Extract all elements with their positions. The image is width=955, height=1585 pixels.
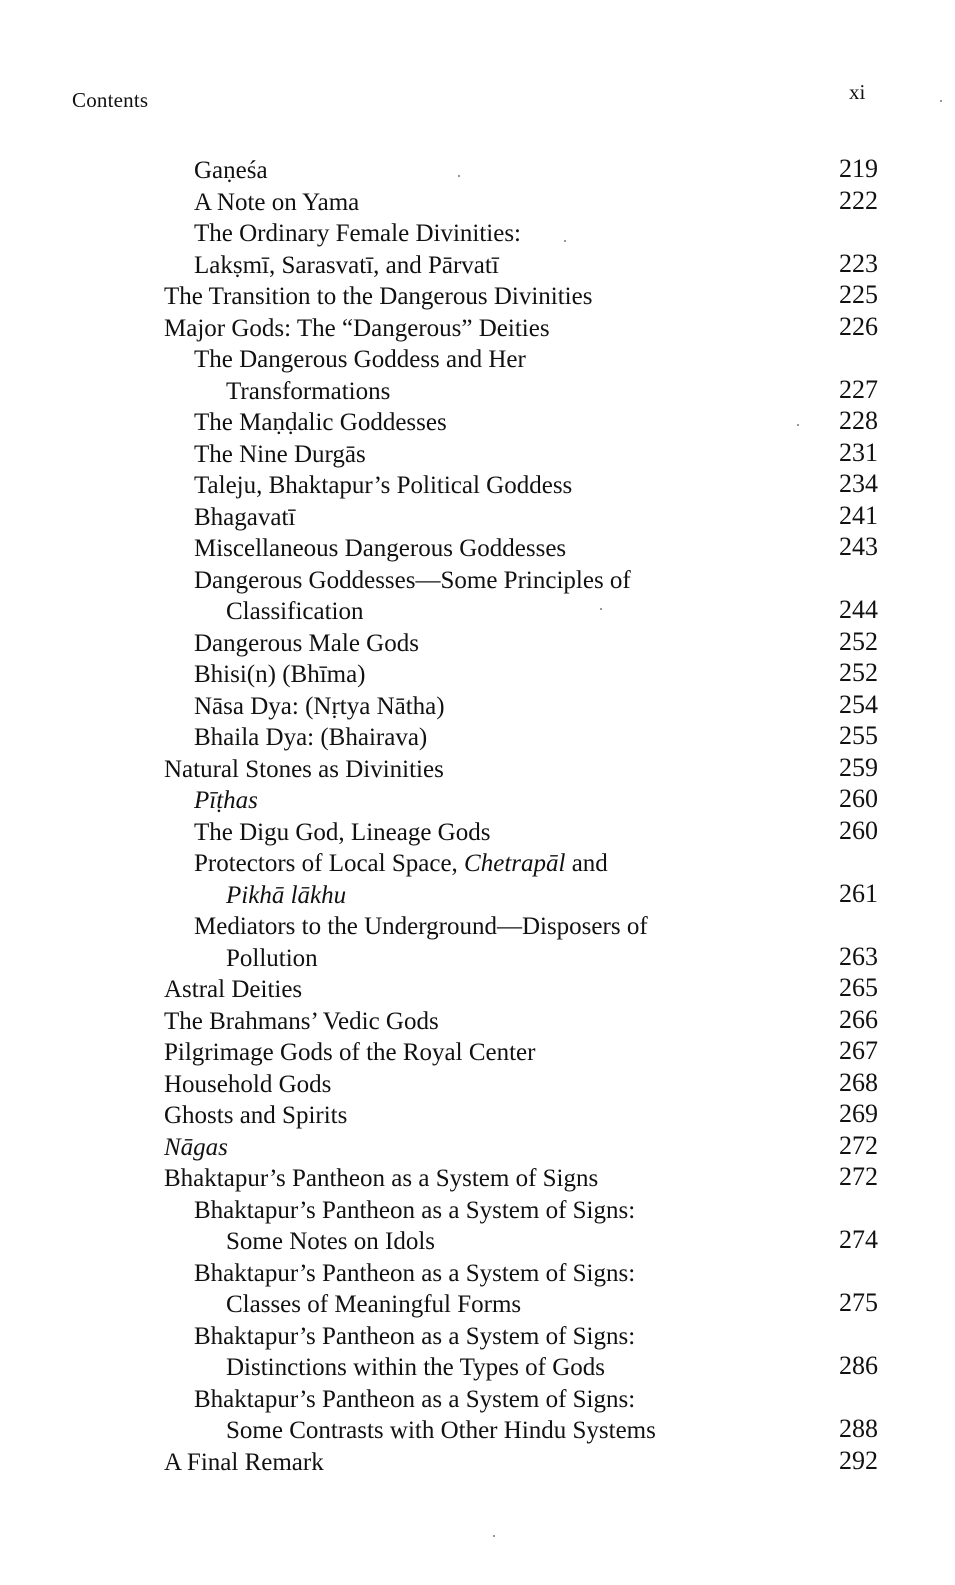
toc-entry: [160, 785, 890, 817]
toc-page-number: 265: [839, 973, 878, 1002]
toc-entry-title-continued: Some Contrasts with Other Hindu Systems: [226, 1417, 656, 1444]
table-of-contents: [160, 155, 890, 1478]
toc-entry-title: A Note on Yama: [194, 188, 360, 216]
toc-page-number: 231: [839, 437, 878, 467]
toc-entry-title: Miscellaneous Dangerous Goddesses: [194, 535, 567, 562]
page-number: xi: [849, 80, 866, 104]
toc-entry-title: Gaṇeśa: [194, 157, 268, 184]
paper-speck: [600, 608, 602, 610]
toc-page-number: 223: [839, 248, 878, 278]
toc-entry-title: The Maṇḍalic Goddesses: [194, 409, 447, 436]
paper-speck: [564, 240, 566, 242]
toc-entry: [160, 817, 890, 849]
toc-entry: [160, 533, 890, 565]
toc-entry: [160, 1100, 890, 1132]
toc-entry: [160, 628, 890, 660]
toc-page-number: 226: [839, 311, 878, 341]
toc-entry: [160, 1132, 890, 1164]
toc-entry: [160, 659, 890, 691]
toc-entry-title: Dangerous Goddesses—Some Principles of: [194, 566, 631, 594]
toc-page-number: 266: [839, 1004, 878, 1034]
toc-entry-title-continued: Pollution: [226, 944, 318, 972]
toc-entry: [160, 974, 890, 1006]
toc-entry-title: The Brahmans’ Vedic Gods: [164, 1007, 439, 1035]
toc-entry-title-continued: Distinctions within the Types of Gods: [226, 1354, 606, 1381]
toc-entry-title: Bhagavatī: [194, 503, 296, 531]
toc-entry-title-continued: Pikhā lākhu: [226, 881, 347, 909]
toc-page-number: 225: [839, 280, 878, 309]
toc-page-number: 228: [839, 406, 878, 435]
toc-entry-title: Bhaila Dya: (Bhairava): [194, 724, 428, 751]
paper-speck: [493, 1535, 495, 1537]
toc-entry: [160, 754, 890, 786]
toc-entry-title: Pīṭhas: [194, 787, 258, 814]
toc-entry-title-continued: Classes of Meaningful Forms: [226, 1291, 522, 1318]
toc-entry: [160, 313, 890, 345]
toc-entry-title: Natural Stones as Divinities: [164, 755, 444, 783]
toc-title-text: and: [565, 850, 608, 877]
toc-entry-title: The Transition to the Dangerous Divinities: [164, 283, 593, 310]
toc-page-number: 267: [839, 1036, 878, 1065]
toc-page-number: 227: [839, 374, 878, 404]
toc-entry: [160, 722, 890, 754]
paper-speck: [797, 424, 799, 426]
toc-page-number: 286: [839, 1351, 878, 1380]
toc-page-number: 268: [839, 1067, 878, 1097]
toc-page-number: 272: [839, 1130, 878, 1160]
toc-entry-title-continued: Lakṣmī, Sarasvatī, and Pārvatī: [194, 251, 499, 279]
running-head: Contents: [72, 88, 149, 112]
toc-entry: [160, 155, 890, 187]
paper-speck: [940, 100, 942, 102]
toc-page-number: 274: [839, 1225, 878, 1254]
toc-entry-title: Bhaktapur’s Pantheon as a System of Signs:: [194, 1259, 636, 1287]
toc-page-number: 259: [839, 752, 878, 782]
toc-entry-title: The Digu God, Lineage Gods: [194, 818, 491, 846]
toc-page-number: 252: [839, 626, 878, 656]
toc-entry-title: Mediators to the Underground—Disposers of: [194, 913, 648, 940]
toc-page-number: 241: [839, 500, 878, 530]
toc-page-number: 260: [839, 784, 878, 813]
toc-entry-title: Household Gods: [164, 1070, 332, 1098]
toc-page-number: 288: [839, 1414, 878, 1443]
toc-entry: [160, 1069, 890, 1101]
toc-entry: [160, 470, 890, 502]
toc-entry-title: Bhaktapur’s Pantheon as a System of Signs:: [194, 1385, 636, 1413]
toc-entry: [160, 1321, 890, 1384]
toc-entry: [160, 1163, 890, 1195]
toc-entry: [160, 218, 890, 281]
toc-entry-title: Taleju, Bhaktapur’s Political Goddess: [194, 472, 573, 499]
toc-page-number: 292: [839, 1445, 878, 1475]
toc-page-number: 219: [839, 154, 878, 183]
toc-title-text: Protectors of Local Space,: [194, 850, 465, 877]
toc-entry-title: Dangerous Male Gods: [194, 629, 419, 657]
toc-entry-title: Bhaktapur’s Pantheon as a System of Signs:: [194, 1196, 636, 1224]
toc-entry-title: Bhaktapur’s Pantheon as a System of Signs:: [194, 1322, 636, 1350]
toc-entry: [160, 502, 890, 534]
toc-entry-title: [160, 848, 890, 880]
toc-entry-title: Bhaktapur’s Pantheon as a System of Signs: [164, 1165, 599, 1192]
toc-entry: [160, 1258, 890, 1321]
toc-entry-title: The Nine Durgās: [194, 440, 366, 468]
toc-entry-title: Ghosts and Spirits: [164, 1102, 348, 1129]
toc-page-number: 234: [839, 469, 878, 498]
toc-entry-title: Major Gods: The “Dangerous” Deities: [164, 314, 550, 342]
toc-entry-title: Bhisi(n) (Bhīma): [194, 661, 366, 688]
toc-entry: [160, 911, 890, 974]
toc-entry: [160, 187, 890, 219]
toc-page-number: 260: [839, 815, 878, 845]
toc-page-number: 261: [839, 878, 878, 908]
toc-entry-title-continued: Some Notes on Idols: [226, 1228, 436, 1255]
toc-page-number: 269: [839, 1099, 878, 1128]
toc-page-number: 272: [839, 1162, 878, 1191]
toc-page-number: 254: [839, 689, 878, 719]
toc-entry: [160, 439, 890, 471]
toc-title-italic: Chetrapāl: [464, 850, 566, 877]
toc-entry-title-continued: Transformations: [226, 377, 391, 405]
toc-page-number: 222: [839, 185, 878, 215]
toc-page-number: 263: [839, 941, 878, 971]
toc-entry-title: A Final Remark: [164, 1448, 324, 1476]
toc-entry-title: Astral Deities: [164, 976, 303, 1003]
toc-page-number: 243: [839, 532, 878, 561]
toc-page-number: 252: [839, 658, 878, 687]
toc-page-number: 275: [839, 1288, 878, 1317]
toc-entry: [160, 1447, 890, 1479]
toc-page-number: 244: [839, 595, 878, 624]
toc-entry: [160, 1195, 890, 1258]
toc-entry: [160, 344, 890, 407]
toc-entry-title: Pilgrimage Gods of the Royal Center: [164, 1039, 536, 1066]
toc-entry-title: The Dangerous Goddess and Her: [194, 346, 526, 373]
toc-page-number: 255: [839, 721, 878, 750]
toc-entry: [160, 565, 890, 628]
toc-entry-title: Nāgas: [164, 1133, 228, 1161]
toc-entry: [160, 1006, 890, 1038]
toc-entry: [160, 281, 890, 313]
toc-entry-title: Nāsa Dya: (Nṛtya Nātha): [194, 692, 445, 720]
toc-entry: [160, 1037, 890, 1069]
toc-entry: [160, 848, 890, 911]
paper-speck: [458, 175, 460, 177]
toc-entry: [160, 1384, 890, 1447]
toc-entry-title-continued: Classification: [226, 598, 364, 625]
toc-entry-title: The Ordinary Female Divinities:: [194, 220, 522, 247]
toc-entry: [160, 407, 890, 439]
toc-entry: [160, 691, 890, 723]
